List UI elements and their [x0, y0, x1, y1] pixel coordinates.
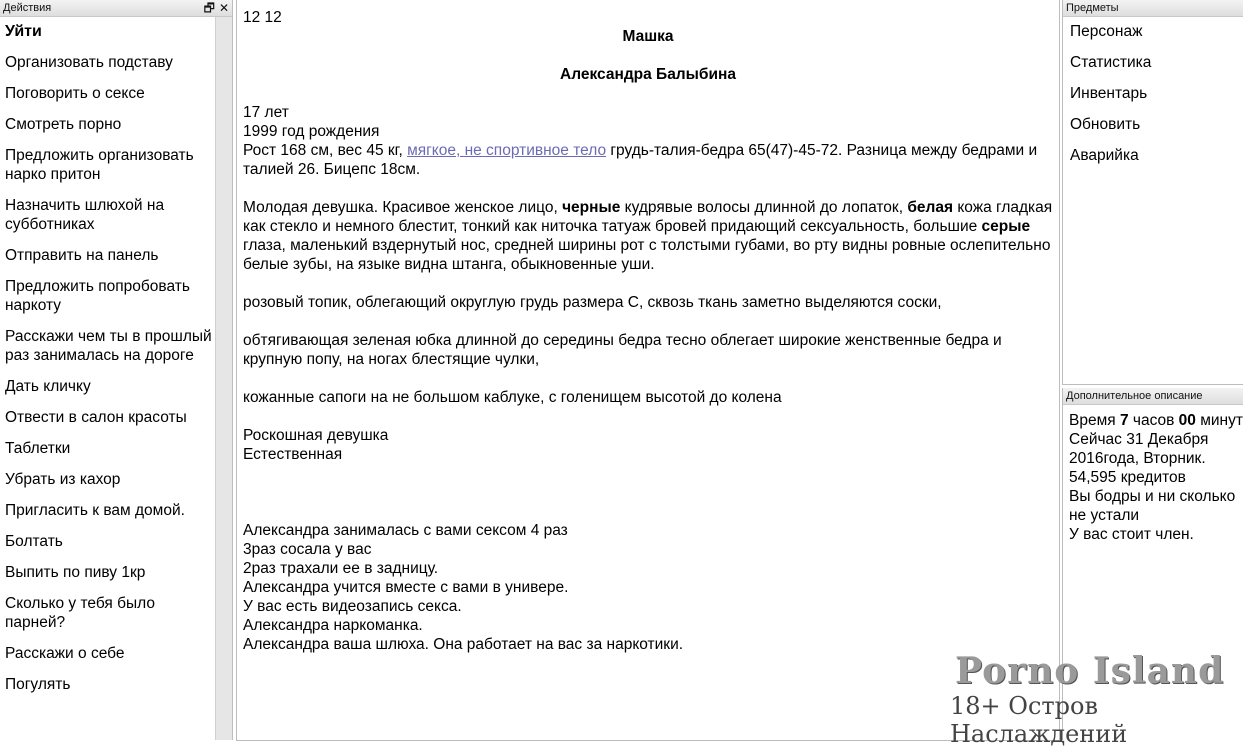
relation-line: 2раз трахали ее в задницу.: [243, 560, 439, 577]
body-type-link[interactable]: мягкое, не спортивное тело: [407, 142, 607, 159]
character-nickname: Машка: [622, 28, 674, 45]
action-item[interactable]: Организовать подставу: [5, 54, 173, 71]
actions-panel: [0, 0, 233, 740]
time-minutes: 00: [1178, 412, 1196, 429]
time-line: Время 7 часов 00 минут: [1069, 412, 1243, 429]
action-item[interactable]: Отвести в салон красоты: [5, 409, 187, 426]
boots-clothing: кожанные сапоги на не большом каблуке, с голенищем высотой до колена: [243, 389, 782, 406]
item-refresh[interactable]: Обновить: [1070, 116, 1141, 133]
action-item[interactable]: Убрать из кахор: [5, 471, 121, 488]
action-item[interactable]: Назначить шлюхой на субботниках: [5, 197, 165, 233]
action-item[interactable]: Пригласить к вам домой.: [5, 502, 185, 519]
items-panel: [1062, 0, 1243, 385]
skin-color: белая: [907, 199, 954, 216]
actions-panel-title: [0, 0, 232, 17]
description-text: [237, 0, 1059, 654]
items-list: [1063, 17, 1243, 165]
action-item[interactable]: Смотреть порно: [5, 116, 122, 133]
action-item[interactable]: Дать кличку: [5, 378, 91, 395]
date-line: Сейчас 31 Декабря 2016года, Вторник.: [1069, 431, 1209, 467]
action-item[interactable]: Отправить на панель: [5, 247, 159, 264]
actions-title-text: Действия: [3, 2, 52, 14]
action-item[interactable]: Расскажи о себе: [5, 645, 125, 662]
top-clothing: розовый топик, облегающий округлую грудь размера C, сквозь ткань заметно выделяются соски,: [243, 294, 942, 311]
extra-description-text: [1063, 405, 1243, 544]
item-emergency[interactable]: Аварийка: [1070, 147, 1139, 164]
relation-line: Александра ваша шлюха. Она работает на вас за наркотики.: [243, 636, 684, 653]
hair-color: черные: [562, 199, 621, 216]
action-item[interactable]: Погулять: [5, 676, 71, 693]
action-item[interactable]: Расскажи чем ты в прошлый раз занималась на дороге: [5, 328, 212, 364]
character-birth-year: 1999 год рождения: [243, 123, 380, 140]
credits-line: 54,595 кредитов: [1069, 469, 1186, 486]
main-description-panel: [236, 0, 1060, 741]
item-statistics[interactable]: Статистика: [1070, 54, 1152, 71]
action-item[interactable]: Поговорить о сексе: [5, 85, 145, 102]
trait-line: Естественная: [243, 446, 343, 463]
action-item[interactable]: Сколько у тебя было парней?: [5, 595, 155, 631]
actions-list: [0, 17, 232, 694]
action-item[interactable]: Предложить организовать нарко притон: [5, 147, 194, 183]
action-item[interactable]: Таблетки: [5, 440, 71, 457]
watermark-subtitle: 18+ Остров Наслаждений: [950, 692, 1128, 748]
eye-color: серые: [981, 218, 1031, 235]
action-item[interactable]: Уйти: [5, 23, 42, 40]
actions-scrollbar[interactable]: [215, 17, 232, 740]
stats-text: Рост 168 см, вес 45 кг,: [243, 142, 408, 159]
appearance-paragraph: Молодая девушка. Красивое женское лицо, черные кудрявые волосы длинной до лопаток, белая кожа гладкая как стекло и немного блестит, тонкий как ниточка татуаж бровей придающий сексуальность, большие серые глаза, маленький вздернутый нос, средней ширины рот с толстыми губами, во рту видны ровные ослепительно белые зубы, на языке видна штанга, обыкновенные уши.: [243, 199, 1053, 273]
character-stats: [243, 141, 1053, 179]
skirt-clothing: обтягивающая зеленая юбка длинной до середины бедра тесно облегает широкие женственные бедра и крупную попу, на ногах блестящие чулки,: [243, 332, 1002, 368]
relation-line: У вас есть видеозапись секса.: [243, 598, 462, 615]
extra-panel-title: Дополнительное описание: [1063, 388, 1243, 405]
restore-icon[interactable]: 🗗: [203, 1, 215, 15]
close-icon[interactable]: ✕: [218, 1, 229, 15]
character-fullname: Александра Балыбина: [560, 66, 736, 83]
trait-line: Роскошная девушка: [243, 427, 389, 444]
character-age: 17 лет: [243, 104, 289, 121]
relation-line: 3раз сосала у вас: [243, 541, 372, 558]
action-item[interactable]: Выпить по пиву 1кр: [5, 564, 146, 581]
stats-text-rest: грудь-талия-бедра 65(47)-45-72. Разница между бедрами и талией 26. Бицепс 18см.: [243, 142, 1038, 178]
watermark-title: Porno Island: [955, 650, 1225, 692]
state-line: Вы бодры и ни сколько не устали: [1069, 488, 1236, 524]
item-character[interactable]: Персонаж: [1070, 23, 1143, 40]
counter-text: 12 12: [243, 9, 282, 26]
relation-line: Александра учится вместе с вами в универе.: [243, 579, 569, 596]
extra-line: У вас стоит член.: [1069, 526, 1194, 543]
items-panel-title: Предметы: [1063, 0, 1243, 17]
item-inventory[interactable]: Инвентарь: [1070, 85, 1148, 102]
relation-line: Александра наркоманка.: [243, 617, 423, 634]
time-hours: 7: [1119, 412, 1129, 429]
action-item[interactable]: Болтать: [5, 533, 63, 550]
action-item[interactable]: Предложить попробовать наркоту: [5, 278, 190, 314]
relation-line: Александра занималась с вами сексом 4 раз: [243, 522, 568, 539]
